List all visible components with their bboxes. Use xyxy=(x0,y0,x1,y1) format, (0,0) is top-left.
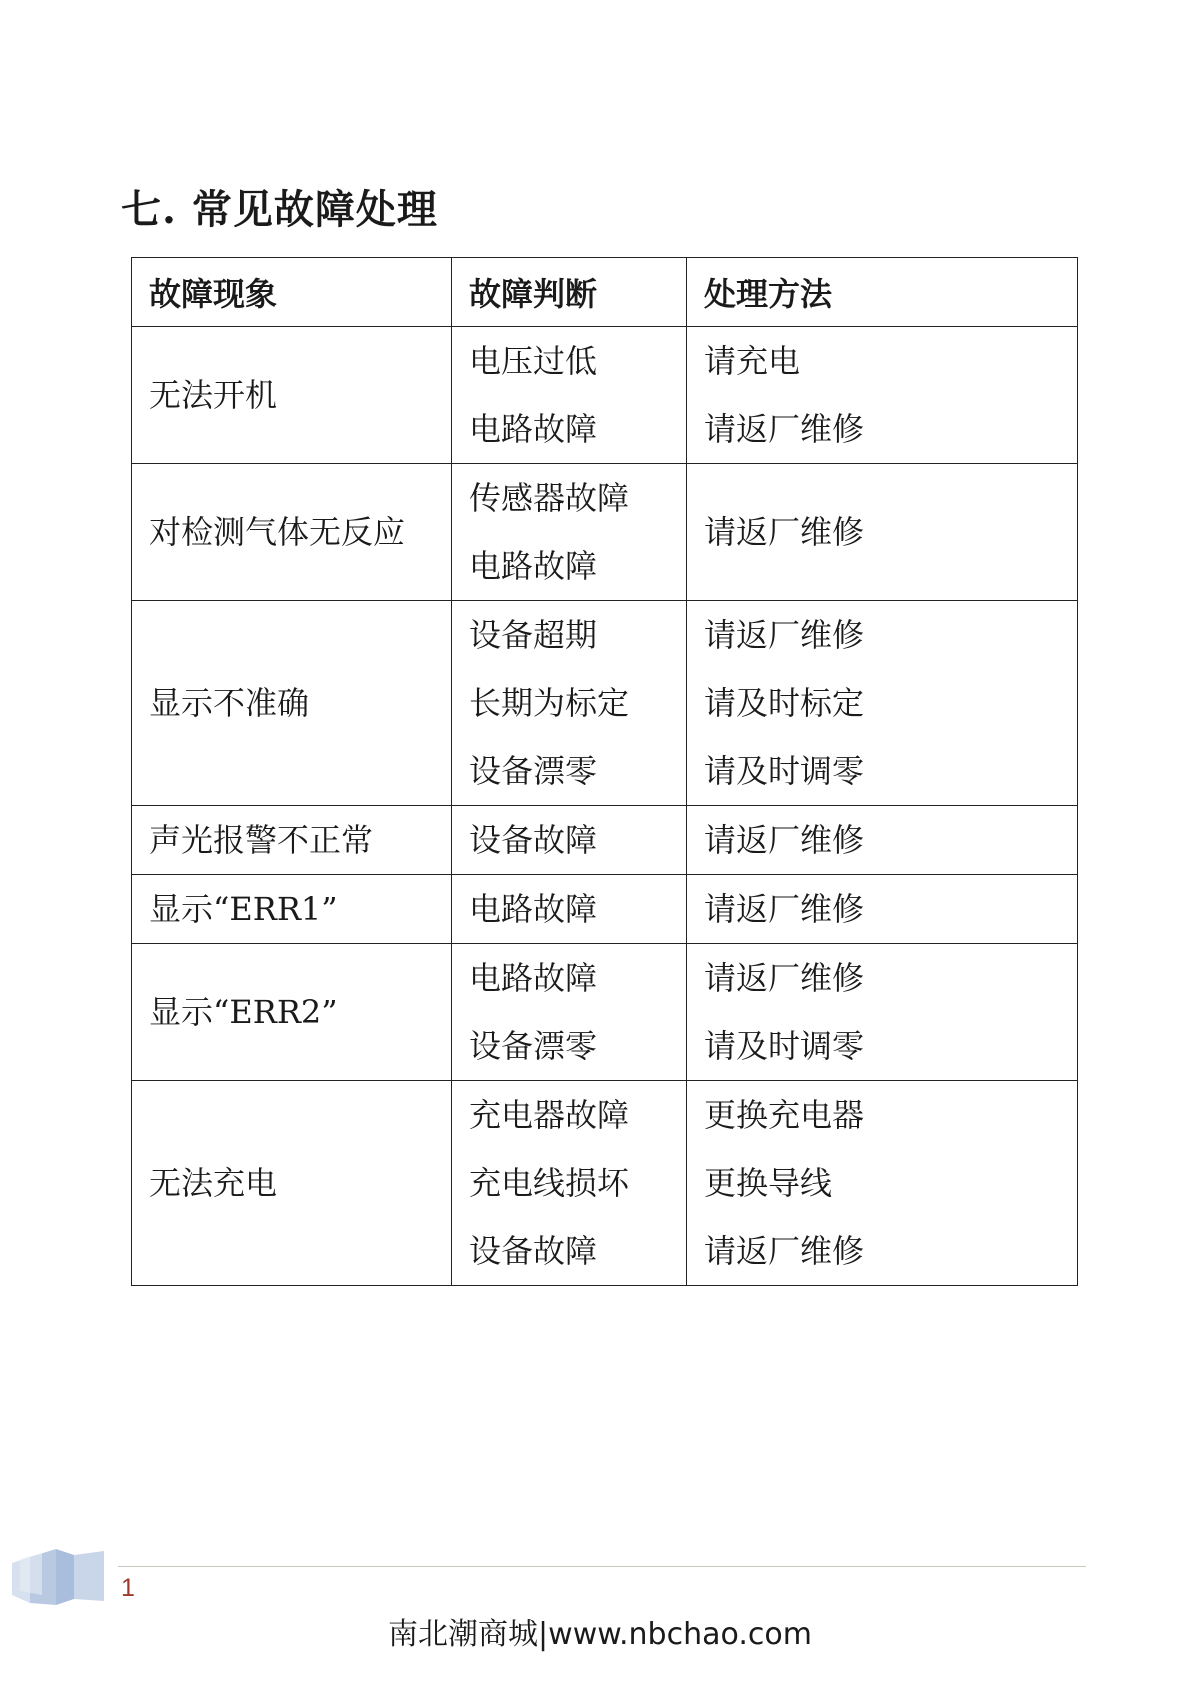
cell-diagnosis xyxy=(452,875,687,944)
table-header-row xyxy=(132,258,1078,327)
cell-solution xyxy=(687,601,1078,806)
page-number: 1 xyxy=(121,1574,135,1602)
diagnosis-item: 设备故障 xyxy=(469,821,598,859)
cell-symptom xyxy=(132,327,452,464)
cell-solution xyxy=(687,1081,1078,1286)
diagnosis-item: 设备故障 xyxy=(469,1232,598,1270)
cell-solution xyxy=(687,464,1078,601)
cell-solution xyxy=(687,875,1078,944)
cell-diagnosis xyxy=(452,944,687,1081)
solution-item: 请返厂维修 xyxy=(704,890,865,928)
symptom-text: 显示不准确 xyxy=(149,684,310,722)
solution-item: 请及时调零 xyxy=(704,1027,865,1065)
diagnosis-item: 电路故障 xyxy=(469,547,598,585)
solution-item: 更换导线 xyxy=(704,1164,833,1202)
symptom-text: 声光报警不正常 xyxy=(149,821,374,859)
table-row xyxy=(132,875,1078,944)
table-body xyxy=(132,327,1078,1286)
diagnosis-item: 设备漂零 xyxy=(469,752,598,790)
cell-symptom xyxy=(132,944,452,1081)
table-row xyxy=(132,806,1078,875)
section-title: 七. 常见故障处理 xyxy=(121,186,438,233)
cell-symptom xyxy=(132,601,452,806)
cell-diagnosis xyxy=(452,806,687,875)
cell-solution xyxy=(687,806,1078,875)
table-row xyxy=(132,601,1078,806)
diagnosis-item: 传感器故障 xyxy=(469,479,630,517)
cell-solution xyxy=(687,327,1078,464)
footer-divider xyxy=(118,1566,1086,1567)
solution-item: 请返厂维修 xyxy=(704,410,865,448)
diagnosis-item: 充电器故障 xyxy=(469,1096,630,1134)
solution-item: 请充电 xyxy=(704,342,801,380)
footer-site-text: 南北潮商城|www.nbchao.com xyxy=(388,1617,812,1652)
symptom-text: 对检测气体无反应 xyxy=(149,513,406,551)
diagnosis-item: 充电线损坏 xyxy=(469,1164,630,1202)
page-curl-icon xyxy=(12,1545,112,1607)
diagnosis-item: 电路故障 xyxy=(469,890,598,928)
table-row xyxy=(132,464,1078,601)
header-symptom: 故障现象 xyxy=(132,258,452,327)
table-row xyxy=(132,327,1078,464)
header-diagnosis: 故障判断 xyxy=(452,258,687,327)
diagnosis-item: 电路故障 xyxy=(469,959,598,997)
symptom-text: 显示“ERR2” xyxy=(149,993,338,1031)
diagnosis-item: 电路故障 xyxy=(469,410,598,448)
symptom-text: 无法开机 xyxy=(149,376,278,414)
diagnosis-item: 长期为标定 xyxy=(469,684,630,722)
solution-item: 请返厂维修 xyxy=(704,616,865,654)
cell-solution xyxy=(687,944,1078,1081)
diagnosis-item: 设备漂零 xyxy=(469,1027,598,1065)
solution-item: 请返厂维修 xyxy=(704,959,865,997)
solution-item: 请返厂维修 xyxy=(704,513,865,551)
cell-symptom xyxy=(132,806,452,875)
solution-item: 请返厂维修 xyxy=(704,1232,865,1270)
solution-item: 请及时调零 xyxy=(704,752,865,790)
cell-symptom xyxy=(132,875,452,944)
table-row xyxy=(132,1081,1078,1286)
cell-diagnosis xyxy=(452,464,687,601)
diagnosis-item: 电压过低 xyxy=(469,342,598,380)
cell-diagnosis xyxy=(452,1081,687,1286)
symptom-text: 无法充电 xyxy=(149,1164,278,1202)
solution-item: 请返厂维修 xyxy=(704,821,865,859)
table-row xyxy=(132,944,1078,1081)
diagnosis-item: 设备超期 xyxy=(469,616,598,654)
fault-table xyxy=(131,257,1078,1286)
solution-item: 更换充电器 xyxy=(704,1096,865,1134)
header-solution: 处理方法 xyxy=(687,258,1078,327)
cell-diagnosis xyxy=(452,327,687,464)
cell-symptom xyxy=(132,1081,452,1286)
symptom-text: 显示“ERR1” xyxy=(149,890,338,928)
cell-symptom xyxy=(132,464,452,601)
cell-diagnosis xyxy=(452,601,687,806)
solution-item: 请及时标定 xyxy=(704,684,865,722)
